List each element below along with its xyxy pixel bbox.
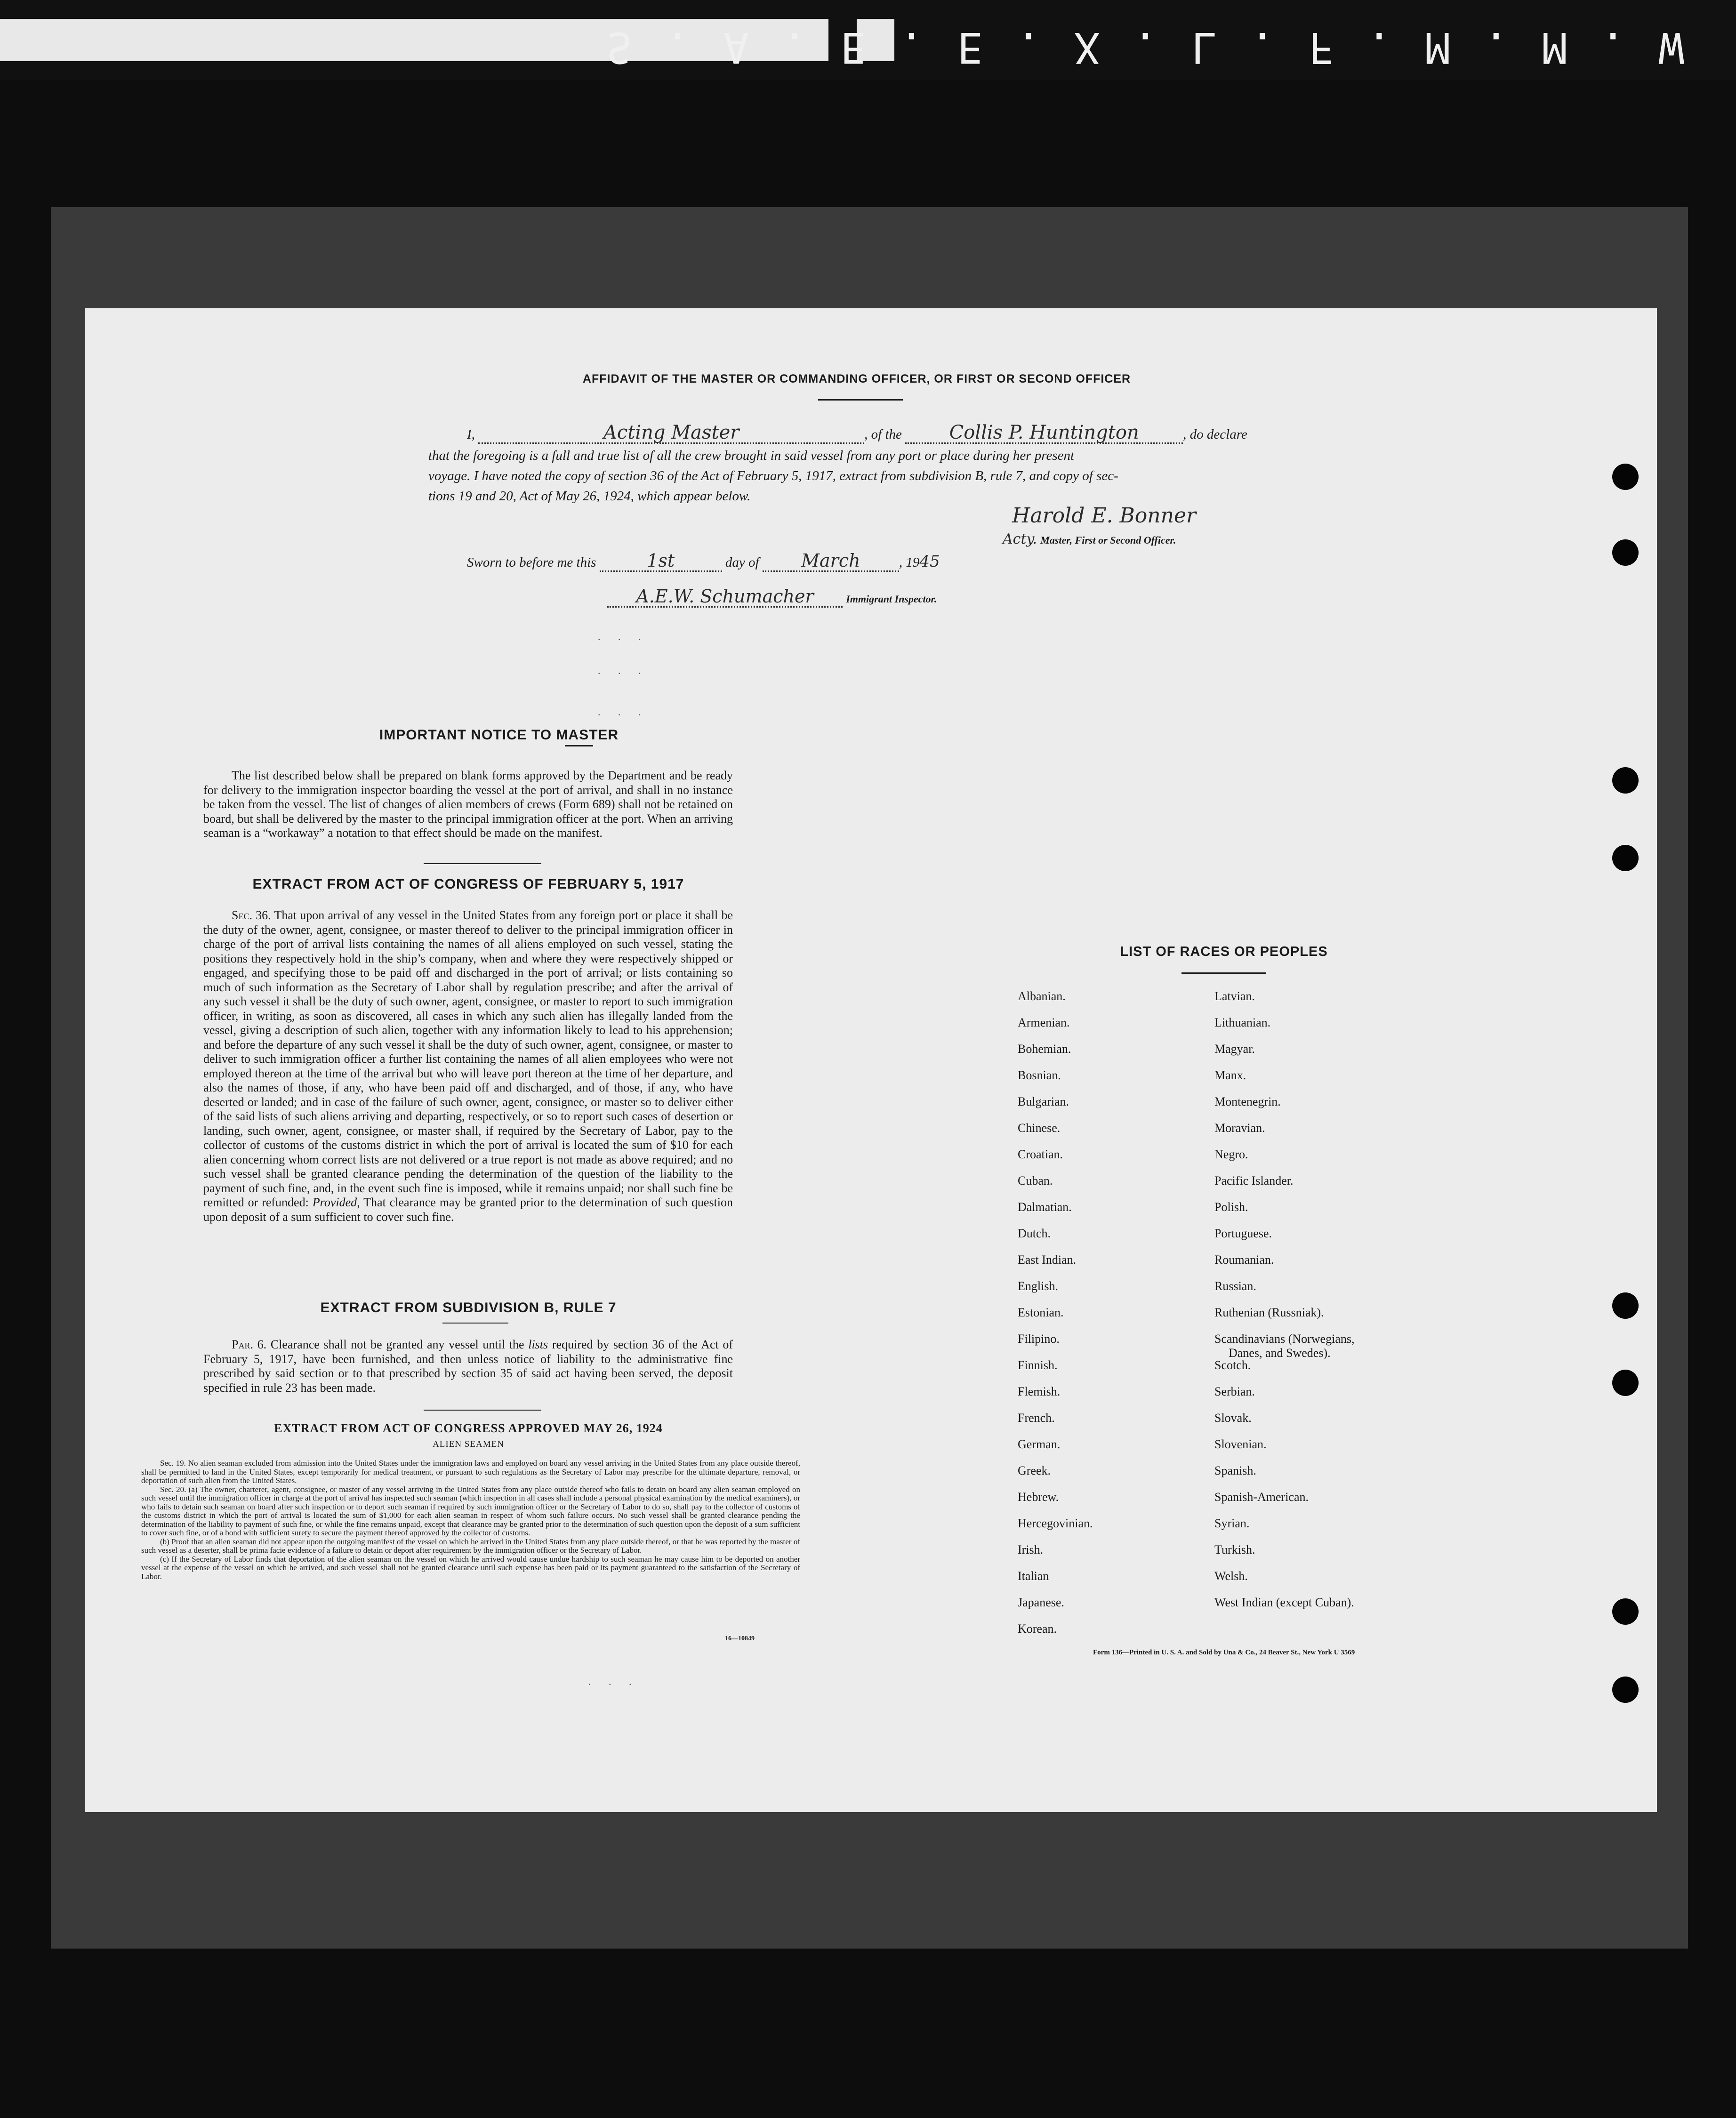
blank-dots: . . . bbox=[598, 631, 649, 642]
blank-dots: . . . bbox=[598, 706, 649, 718]
punch-hole bbox=[1612, 539, 1639, 566]
acting-prefix-handwritten: Acty. bbox=[1003, 531, 1037, 547]
race-item: Croatian. bbox=[1018, 1147, 1063, 1161]
race-item: Japanese. bbox=[1018, 1596, 1064, 1609]
divider bbox=[442, 1323, 508, 1324]
form-note: Form 136—Printed in U. S. A. and Sold by Una & Co., 24 Beaver St., New York U 3569 bbox=[1093, 1649, 1355, 1656]
punch-hole bbox=[1612, 1598, 1639, 1625]
affidavit-line-2: that the foregoing is a full and true list of all the crew brought in said vessel from any port or place during her present bbox=[428, 448, 1075, 463]
sec-36-text: That upon arrival of any vessel in the United States from any foreign port or place it shall be the duty of the owner, agent, consignee, or master thereof to deliver to the principal immigration officer in charge of the port of arrival lists containing the names of all aliens employed on such vessel, stating the positions they respectively hold in the ship’s company, when and where they were respectively shipped or engaged, and specifying those to be paid off and discharged in the port of arrival; or lists containing so much of such information as the Secretary of Labor shall by regulation prescribe; and after the arrival of any such vessel it shall be the duty of such owner, agent, consignee, or master to report to such immigration officer, in writing, as soon as discovered, all cases in which any such alien has illegally landed from the vessel, giving a description of such alien, together with any information likely to lead to his apprehension; and before the departure of any such vessel it shall be the duty of such owner, agent, consignee, or master to deliver to such immigration officer a further list containing the names of all alien employees who were not employed thereon at the time of the arrival but who will leave port thereon at the time of her departure, and also the names of those, if any, who have been paid off and discharged, and of those, if any, who have deserted or landed; and in case of the failure of such owner, agent, consignee, or master so to deliver either of the said lists of such aliens arriving and departing, respectively, or so to report such cases of desertion or landing, such owner, agent, consignee, or master shall, if required by the Secretary of Labor, pay to the collector of customs of the customs district in which the port of arrival is located the sum of $10 for each alien concerning whom correct lists are not delivered or a true report is not made as above required; and no such vessel shall be granted clearance pending the determination of the question of the liability to the payment of such fine, and, in the event such fine is imposed, while it remains unpaid; nor shall such fine be remitted or refunded: bbox=[203, 908, 733, 1209]
race-item: Hercegovinian. bbox=[1018, 1516, 1093, 1530]
race-item: Polish. bbox=[1214, 1200, 1248, 1214]
race-item: Turkish. bbox=[1214, 1543, 1255, 1556]
affidavit-line-3: voyage. I have noted the copy of section 36 of the Act of February 5, 1917, extract from subdivision B, rule 7, and copy of sec- bbox=[428, 468, 1118, 483]
race-item: Italian bbox=[1018, 1569, 1049, 1583]
race-item: Slovak. bbox=[1214, 1411, 1252, 1425]
punch-hole bbox=[1612, 464, 1639, 490]
race-item: East Indian. bbox=[1018, 1253, 1077, 1267]
day-of-label: day of bbox=[725, 555, 759, 570]
races-title: LIST OF RACES OR PEOPLES bbox=[1120, 944, 1328, 959]
race-item: Montenegrin. bbox=[1214, 1095, 1281, 1108]
race-item: Russian. bbox=[1214, 1279, 1256, 1293]
sec-36-label: Sec. 36. bbox=[232, 908, 271, 922]
race-item: Chinese. bbox=[1018, 1121, 1061, 1135]
inspector-label: Immigrant Inspector. bbox=[846, 593, 937, 605]
notice-text: The list described below shall be prepared on blank forms approved by the Department and be ready for delivery to the immigration inspector boarding the vessel at the port of arrival, and shall in no instance be taken from the vessel. The list of changes of alien members of crews (Form 689) shall not be retained on board, but shall be delivered by the master to the principal immigration officer at the port. When an arriving seaman is a “workaway” a notation to that effect should be made on the manifest. bbox=[203, 769, 733, 840]
officer-title-handwritten: Acting Master bbox=[478, 423, 864, 444]
race-item: English. bbox=[1018, 1279, 1058, 1293]
race-item: Bosnian. bbox=[1018, 1068, 1061, 1082]
race-item: Spanish-American. bbox=[1214, 1490, 1309, 1504]
blank-dots: . . . bbox=[588, 1676, 639, 1687]
divider bbox=[818, 399, 903, 401]
race-item: Filipino. bbox=[1018, 1332, 1060, 1346]
race-item: Welsh. bbox=[1214, 1569, 1248, 1583]
blank-dots: . . . bbox=[598, 665, 649, 676]
alien-seamen-subtitle: ALIEN SEAMEN bbox=[433, 1439, 504, 1449]
race-item: Magyar. bbox=[1214, 1042, 1255, 1056]
race-item: Portuguese. bbox=[1214, 1227, 1272, 1240]
master-signature-line bbox=[1003, 530, 1176, 550]
race-item: Moravian. bbox=[1214, 1121, 1265, 1135]
master-signature: Harold E. Bonner bbox=[1012, 504, 1197, 528]
race-item: Serbian. bbox=[1214, 1385, 1255, 1398]
par-6-label: Par. 6. bbox=[232, 1338, 267, 1351]
race-item: West Indian (except Cuban). bbox=[1214, 1596, 1354, 1609]
race-item: Korean. bbox=[1018, 1622, 1057, 1636]
provided-label: Provided, bbox=[312, 1195, 360, 1209]
rule-7-text bbox=[203, 1338, 733, 1395]
race-item: Irish. bbox=[1018, 1543, 1044, 1556]
race-item: Danes, and Swedes). bbox=[1229, 1346, 1331, 1360]
divider bbox=[565, 745, 593, 746]
race-item: Flemish. bbox=[1018, 1385, 1061, 1398]
par-6-text-b: required by section 36 of the Act of February 5, 1917, have been furnished, and then unless notice of liability to the administrative fine prescribed by said section or to that prescribed by section 35 of said act having been served, the deposit specified in rule 23 has been made. bbox=[203, 1338, 733, 1395]
sec-20c-text: (c) If the Secretary of Labor finds that deportation of the alien seaman on the vessel on which he arrived would cause undue hardship to such seaman he may cause him to be deported on another vessel at the expense of the vessel on which he arrived, and such vessel shall not be granted clearance until such expense has been paid or its payment guaranteed to the satisfaction of the Secretary of Labor. bbox=[141, 1554, 800, 1581]
race-item: Cuban. bbox=[1018, 1174, 1053, 1187]
race-item: Scotch. bbox=[1214, 1358, 1251, 1372]
race-item: Roumanian. bbox=[1214, 1253, 1274, 1267]
punch-hole bbox=[1612, 845, 1639, 871]
race-item: Albanian. bbox=[1018, 989, 1066, 1003]
race-item: Spanish. bbox=[1214, 1464, 1256, 1477]
sworn-label: Sworn to before me this bbox=[467, 555, 596, 570]
affidavit-line-4: tions 19 and 20, Act of May 26, 1924, which appear below. bbox=[428, 489, 751, 504]
page-number: 16—10849 bbox=[725, 1635, 755, 1642]
film-strip bbox=[0, 0, 1736, 80]
race-item: Hebrew. bbox=[1018, 1490, 1059, 1504]
vessel-name-handwritten: Collis P. Huntington bbox=[905, 423, 1183, 444]
race-item: Ruthenian (Russniak). bbox=[1214, 1306, 1324, 1319]
race-item: Latvian. bbox=[1214, 989, 1255, 1003]
race-item: Estonian. bbox=[1018, 1306, 1064, 1319]
race-item: Lithuanian. bbox=[1214, 1016, 1271, 1029]
punch-hole bbox=[1612, 767, 1639, 794]
race-item: Finnish. bbox=[1018, 1358, 1058, 1372]
sec-20b-text: (b) Proof that an alien seaman did not appear upon the outgoing manifest of the vessel on which he arrived in the United States from any place outside thereof, or that he was reported by the master of such vessel as a deserter, shall be prima facie evidence of a failure to detain or deport after requirement by the immigration officer or the Secretary of Labor. bbox=[141, 1537, 800, 1555]
sec-19-text: Sec. 19. No alien seaman excluded from admission into the United States under the immigration laws and employed on board any vessel arriving in the United States from any place outside thereof, shall be permitted to land in the United States, except temporarily for medical treatment, or pursuant to such regulations as the Secretary of Labor may prescribe for the ultimate departure, removal, or deportation of such alien from the United States. bbox=[141, 1459, 800, 1485]
race-item: Manx. bbox=[1214, 1068, 1246, 1082]
divider bbox=[424, 863, 541, 864]
act-1917-title: EXTRACT FROM ACT OF CONGRESS OF FEBRUARY 5, 1917 bbox=[252, 876, 684, 892]
race-item: Syrian. bbox=[1214, 1516, 1250, 1530]
act-1924-text bbox=[141, 1459, 800, 1581]
year-label: , 19 bbox=[899, 555, 920, 570]
of-the-label: , of the bbox=[864, 427, 902, 442]
sworn-line bbox=[467, 551, 1079, 572]
notice-title: IMPORTANT NOTICE TO MASTER bbox=[379, 727, 619, 743]
i-label: I, bbox=[467, 427, 475, 442]
inspector-line bbox=[607, 586, 1078, 609]
act-1917-text bbox=[203, 908, 733, 1224]
race-item: Pacific Islander. bbox=[1214, 1174, 1294, 1187]
punch-hole bbox=[1612, 1677, 1639, 1703]
punch-hole bbox=[1612, 1292, 1639, 1319]
race-item: Dutch. bbox=[1018, 1227, 1051, 1240]
sec-20a-text: Sec. 20. (a) The owner, charterer, agent, consignee, or master of any vessel arriving in the United States from any place outside thereof who fails to detain on board any alien seaman employed on such vessel until the immigration officer in charge at the port of arrival has inspected such seaman (which inspection in all cases shall include a personal physical examination by the medical examiners), or who fails to detain such seaman on board after such inspection or to deport such seaman if required by such immigration officer or the Secretary of Labor to do so, shall pay to the collector of customs of the customs district in which the port of arrival is located the sum of $1,000 for each alien seaman in respect of whom such failure occurs. No such vessel shall be granted clearance pending the determination of the liability to payment of such fine, or while the fine remains unpaid, except that clearance may be granted prior to the determination of such question upon the deposit of a sum sufficient to cover such fine, or of a bond with sufficient surety to secure the payment thereof approved by the collector of customs. bbox=[141, 1484, 800, 1537]
race-item: Armenian. bbox=[1018, 1016, 1070, 1029]
inspector-signature: A.E.W. Schumacher bbox=[607, 586, 843, 608]
race-item: Dalmatian. bbox=[1018, 1200, 1072, 1214]
par-6-text-a: Clearance shall not be granted any vessel until the bbox=[270, 1338, 524, 1351]
film-code: S.A.E.E.X.L.F.M.M.W bbox=[606, 23, 1717, 72]
rule-7-title: EXTRACT FROM SUBDIVISION B, RULE 7 bbox=[320, 1300, 617, 1316]
race-item: Negro. bbox=[1214, 1147, 1248, 1161]
sec-36-text-end: That clearance may be granted prior to the determination of such question upon deposit of a sum sufficient to cover such fine. bbox=[203, 1195, 733, 1224]
race-item: Greek. bbox=[1018, 1464, 1051, 1477]
race-item: Bulgarian. bbox=[1018, 1095, 1069, 1108]
race-item: Scandinavians (Norwegians, bbox=[1214, 1332, 1355, 1346]
affidavit-line-1 bbox=[467, 423, 1300, 444]
month-handwritten: March bbox=[763, 551, 899, 572]
day-handwritten: 1st bbox=[600, 551, 722, 572]
master-label: Master, First or Second Officer. bbox=[1040, 534, 1176, 546]
do-declare-label: , do declare bbox=[1183, 427, 1247, 442]
race-item: French. bbox=[1018, 1411, 1055, 1425]
race-item: German. bbox=[1018, 1437, 1061, 1451]
lists-label: lists bbox=[528, 1338, 548, 1351]
punch-hole bbox=[1612, 1370, 1639, 1396]
act-1924-title: EXTRACT FROM ACT OF CONGRESS APPROVED MAY 26, 1924 bbox=[274, 1421, 663, 1435]
year-handwritten: 45 bbox=[919, 552, 940, 571]
race-item: Bohemian. bbox=[1018, 1042, 1071, 1056]
affidavit-title: AFFIDAVIT OF THE MASTER OR COMMANDING OFFICER, OR FIRST OR SECOND OFFICER bbox=[582, 372, 1131, 385]
divider bbox=[424, 1410, 541, 1411]
race-item: Slovenian. bbox=[1214, 1437, 1267, 1451]
divider bbox=[1181, 972, 1266, 974]
